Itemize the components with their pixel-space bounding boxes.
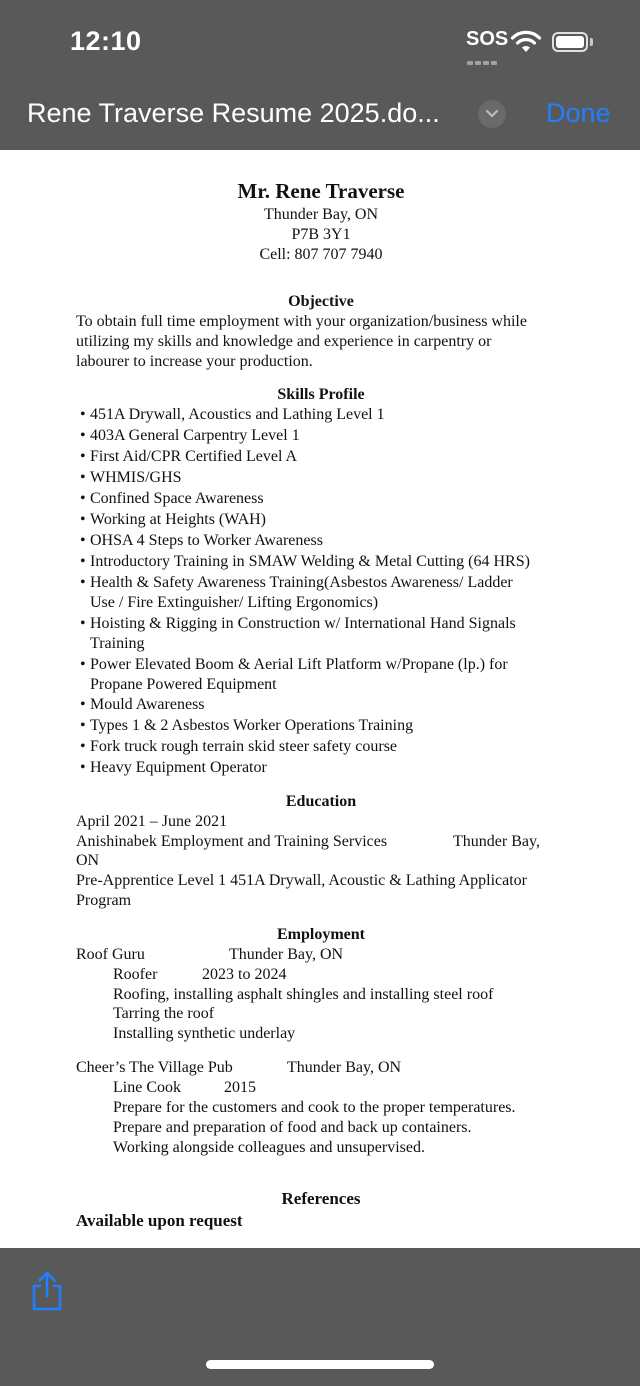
resume-postal: P7B 3Y1 [291, 226, 351, 243]
home-indicator[interactable] [206, 1360, 434, 1369]
education-heading: Education [285, 793, 357, 810]
job-duty: Prepare for the customers and cook to the proper temperatures. [113, 1099, 516, 1116]
education-school-city-cont: ON [76, 852, 100, 869]
resume-city: Thunder Bay, ON [263, 206, 379, 223]
battery-tip [590, 38, 593, 46]
signal-icon [467, 52, 501, 56]
bottom-toolbar [0, 1248, 640, 1386]
education-school-city: Thunder Bay, [453, 833, 540, 850]
job-years: 2015 [224, 1079, 256, 1096]
sos-indicator: SOS [466, 28, 509, 50]
job-employer: Cheer’s The Village Pub [76, 1059, 233, 1076]
job-role: Line Cook [113, 1079, 181, 1096]
objective-line: To obtain full time employment with your organization/business while [76, 313, 527, 330]
job-location: Thunder Bay, ON [287, 1059, 402, 1076]
job-duty: Tarring the roof [113, 1005, 215, 1022]
references-heading: References [281, 1189, 361, 1208]
job-location: Thunder Bay, ON [229, 946, 344, 963]
resume-cell: Cell: 807 707 7940 [259, 246, 383, 263]
chevron-down-icon[interactable] [478, 100, 506, 128]
education-program: Pre-Apprentice Level 1 451A Drywall, Acoustic & Lathing Applicator [76, 872, 527, 889]
objective-line: utilizing my skills and knowledge and experience in carpentry or [76, 333, 492, 350]
job-duty: Working alongside colleagues and unsupervised. [113, 1139, 425, 1156]
job-role: Roofer [113, 966, 158, 983]
document-page: Mr. Rene Traverse Thunder Bay, ON P7B 3Y1 Cell: 807 707 7940 Objective To obtain full time employment with your organization/business while utilizing my skills and knowledge and experience in carpentry or labourer to increase your production. Skills Profile • 451A Drywall, Acoustics and Lathing Level 1 • 403A General Carpentry Level 1 • First Aid/CPR Certified Level A • WHMIS/GHS • Confined Space Awareness • Working at Heights (WAH) • OHSA 4 Steps to Worker Awareness • Introductory Training in SMAW Welding & Metal Cutting (64 HRS) • Health & Safety Awareness Training(Asbestos Awareness/ Ladder Use / Fire Extinguisher/ Lifting Ergonomics) • Hoisting & Rigging in Construction w/ International Hand Signals Training • Power Elevated Boom & Aerial Lift Platform w/Propane (lp.) for Propane Powered Equipment • Mould Awareness • Types 1 & 2 Asbestos Worker Operations Training • Fork truck rough terrain skid steer safety course • Heavy Equipment Operator Education April 2021 – June 2021 Anishinabek Employment and Training Services Thunder Bay, ON Pre-Apprentice Level 1 451A Drywall, Acoustic & Lathing Applicator Program Employment Roof Guru Thunder Bay, ON Roofer 2023 to 2024 Roofing, installing asphalt shingles and installing steel roof Tarring the roof Installing synthetic underlay Cheer’s The Village Pub Thunder Bay, ON Line Cook 2015 Prepare for the customers and cook to the proper temperatures. Prepare and preparation of food and back up containers. Working alongside colleagues and unsupervised. References Available upon request [0, 150, 640, 1248]
nav-bar [0, 84, 640, 150]
battery-icon [552, 32, 588, 52]
share-icon[interactable] [30, 1270, 64, 1312]
wifi-icon [510, 30, 542, 54]
job-duty: Installing synthetic underlay [113, 1025, 296, 1042]
objective-line: labourer to increase your production. [76, 353, 313, 370]
education-program-cont: Program [76, 892, 132, 909]
done-button[interactable]: Done [546, 98, 611, 128]
references-text: Available upon request [76, 1211, 243, 1230]
job-years: 2023 to 2024 [202, 966, 287, 983]
resume-name: Mr. Rene Traverse [237, 179, 405, 203]
document-title[interactable]: Rene Traverse Resume 2025.do... [27, 98, 440, 128]
employment-heading: Employment [277, 926, 365, 943]
education-dates: April 2021 – June 2021 [76, 813, 228, 830]
education-school: Anishinabek Employment and Training Services [76, 833, 388, 850]
status-bar [0, 0, 640, 84]
status-time: 12:10 [70, 26, 142, 56]
skills-heading: Skills Profile [277, 386, 365, 403]
job-duty: Prepare and preparation of food and back up containers. [113, 1119, 472, 1136]
job-employer: Roof Guru [76, 946, 145, 963]
objective-heading: Objective [288, 293, 354, 310]
job-duty: Roofing, installing asphalt shingles and installing steel roof [113, 986, 494, 1003]
